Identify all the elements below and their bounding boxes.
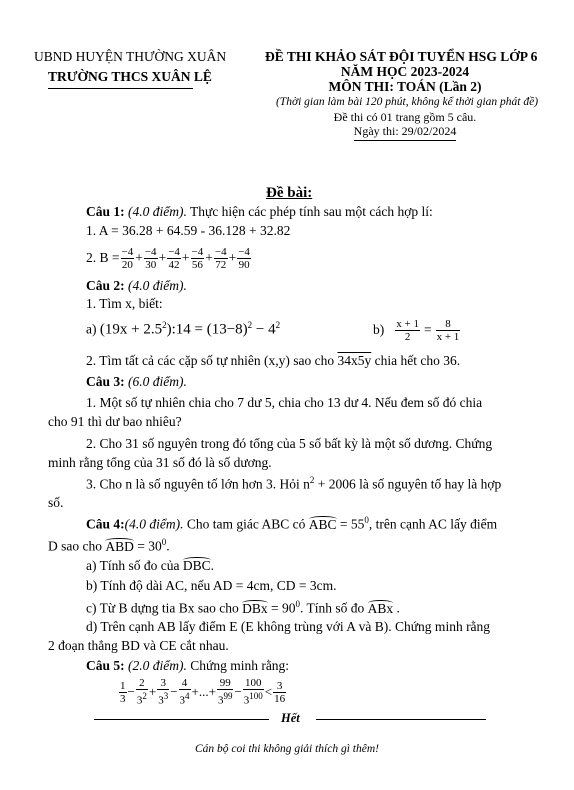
school-year: NĂM HỌC 2023-2024 xyxy=(340,64,470,79)
district-name: UBND HUYỆN THƯỜNG XUÂN xyxy=(34,49,227,64)
q1-label: Câu 1: xyxy=(86,204,125,219)
question-5: Câu 5: (2.0 điểm). Chứng minh rằng: xyxy=(86,658,290,673)
q4-part-a: a) Tính số đo của DBC. xyxy=(86,558,214,573)
q2-points: (4.0 điểm). xyxy=(128,278,187,293)
q5-inequality: $\frac{1}{3}$ − $\frac{2}{3^2}$ + $\frac{3}{3^3}$ − $\frac{4}{3^4}$ +...+ $\frac{99}{3^{99}}$ − $\frac{100}{3^{100}}$ < $\frac{3}{16}$ xyxy=(120,677,286,707)
question-3 xyxy=(86,374,187,390)
q1-b-prefix: 2. B = xyxy=(86,250,120,265)
angle-abx: ABx xyxy=(367,600,394,616)
fraction: $\frac{-4}{30}$ xyxy=(144,245,157,271)
q4-label: Câu 4: xyxy=(86,516,125,532)
q3-p3-line1: 3. Cho n là số nguyên tố lớn hơn 3. Hỏi $n^2 + 2006$ là số nguyên tố hay là hợp xyxy=(86,475,502,492)
end-line-left xyxy=(94,719,269,720)
q4-part-d-line1: d) Trên cạnh AB lấy điểm E (E không trùng với A và B). Chứng minh rằng xyxy=(86,619,491,634)
time-note: (Thời gian làm bài 120 phút, không kể thời gian phát đề) xyxy=(275,96,539,108)
question-1 xyxy=(86,204,433,220)
fraction: $\frac{-4}{90}$ xyxy=(238,245,250,271)
q1-points: (4.0 điểm). xyxy=(128,204,187,219)
problem-heading: Đề bài: xyxy=(266,185,313,201)
question-4: Câu 4:(4.0 điểm). Cho tam giác ABC có ABC = $55^0$, trên cạnh AC lấy điểm xyxy=(86,515,498,532)
q3-p2-line2: minh rằng tổng của 31 số đó là số dương. xyxy=(48,455,272,470)
exam-title: ĐỀ THI KHẢO SÁT ĐỘI TUYỂN HSG LỚP 6 xyxy=(265,49,538,64)
q5-label: Câu 5: xyxy=(86,658,125,673)
fraction: $\frac{-4}{20}$ xyxy=(121,245,134,271)
q2-part-b: b) $\frac{x + 1}{2}$ = $\frac{8}{x + 1}$ xyxy=(373,317,460,343)
footer-note: Cán bộ coi thi không giải thích gì thêm! xyxy=(195,743,379,755)
school-underline xyxy=(48,88,193,89)
q2-label: Câu 2: xyxy=(86,278,125,293)
q5-points: (2.0 điểm). xyxy=(128,658,187,673)
q2-item-2: 2. Tìm tất cả các cặp số tự nhiên (x,y) sao cho 34x5y chia hết cho 36. xyxy=(86,353,461,368)
q3-points: (6.0 điểm). xyxy=(128,374,187,389)
angle-abc: ABC xyxy=(308,516,337,532)
angle-dbx: DBx xyxy=(242,600,268,616)
fraction: $\frac{-4}{56}$ xyxy=(191,245,204,271)
fraction: $\frac{-4}{42}$ xyxy=(168,245,180,271)
end-label: Hết xyxy=(281,711,300,725)
q4-points: (4.0 điểm). xyxy=(124,516,184,532)
page-note: Đề thi có 01 trang gồm 5 câu. xyxy=(333,110,477,124)
q2-part-a: a) $(19x + 2.5^2):14 = (13-8)^2 - 4^2$ xyxy=(86,320,281,338)
q3-label: Câu 3: xyxy=(86,374,125,389)
school-name: TRƯỜNG THCS XUÂN LỆ xyxy=(48,69,212,84)
q4-part-d-line2: 2 đoạn thẳng BD và CE cắt nhau. xyxy=(48,638,229,653)
exam-date: Ngày thi: 29/02/2024 xyxy=(353,124,457,138)
question-2 xyxy=(86,278,187,294)
end-line-right xyxy=(316,719,486,720)
q2-item-1: 1. Tìm x, biết: xyxy=(86,296,163,311)
fraction: $\frac{-4}{72}$ xyxy=(214,245,227,271)
q3-p1-line2: cho 91 thì dư bao nhiêu? xyxy=(48,414,182,429)
q4-part-c: c) Từ B dựng tia Bx sao cho DBx = $90^0$. Tính số đo ABx . xyxy=(86,599,400,616)
subject: MÔN THI: TOÁN (Lần 2) xyxy=(328,79,482,94)
q4-part-b: b) Tính độ dài AC, nếu AD = 4cm, CD = 3cm. xyxy=(86,578,337,593)
date-underline xyxy=(354,140,456,141)
angle-dbc: DBC xyxy=(182,558,211,573)
q3-p1-line1: 1. Một số tự nhiên chia cho 7 dư 5, chia cho 13 dư 4. Nếu đem số đó chia xyxy=(86,395,483,410)
angle-abd: ABD xyxy=(105,538,134,554)
q3-p2-line1: 2. Cho 31 số nguyên trong đó tổng của 5 số bất kỳ là một số dương. Chứng xyxy=(86,436,493,451)
q1-part-b: 2. B = $\frac{-4}{20}$ + $\frac{-4}{30}$ + $\frac{-4}{42}$ + $\frac{-4}{56}$ + $\frac{-4}{72}$ + $\frac{-4}{90}$ xyxy=(86,245,250,271)
q4-line2: D sao cho ABD = $30^0$. xyxy=(48,537,170,554)
q1-text: Thực hiện các phép tính sau một cách hợp lí: xyxy=(186,204,433,219)
q3-p3-line2: số. xyxy=(48,495,64,510)
q1-part-a: 1. A = 36.28 + 64.59 - 36.128 + 32.82 xyxy=(86,223,291,238)
